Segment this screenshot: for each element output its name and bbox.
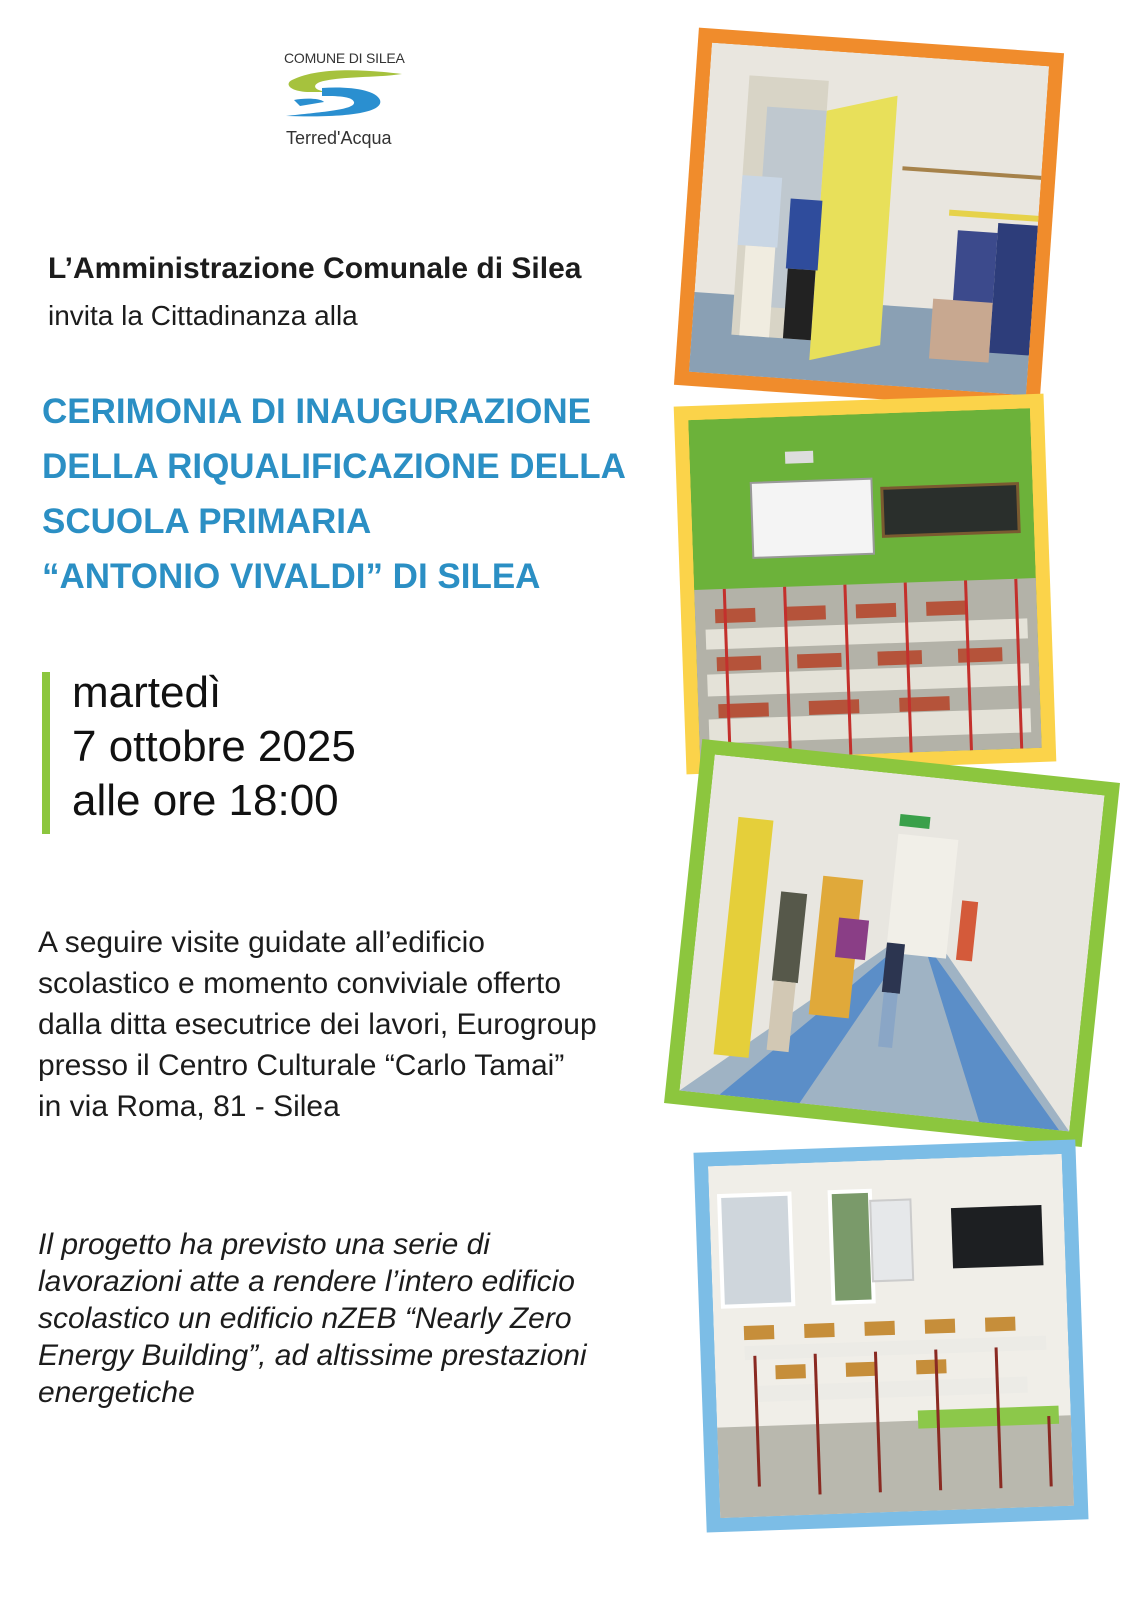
project-line: scolastico un edificio nZEB “Nearly Zero (38, 1302, 572, 1335)
event-time: alle ore 18:00 (72, 776, 339, 825)
title-line: CERIMONIA DI INAUGURAZIONE (42, 392, 591, 431)
logo-bottom-text: Terred'Acqua (286, 128, 392, 148)
followup-line: A seguire visite guidate all’edificio (38, 926, 485, 959)
logo-top-text: COMUNE DI SILEA (284, 50, 405, 66)
project-paragraph (38, 1226, 698, 1411)
project-line: Energy Building”, ad altissime prestazioni (38, 1339, 587, 1372)
followup-paragraph (38, 922, 718, 1127)
intro-invitation: invita la Cittadinanza alla (48, 300, 358, 331)
photo-classroom-desks (693, 1139, 1088, 1532)
comune-di-silea-logo (280, 44, 420, 154)
photo-classroom-green (674, 394, 1057, 775)
project-line: Il progetto ha previsto una serie di (38, 1228, 490, 1261)
followup-line: in via Roma, 81 - Silea (38, 1090, 340, 1123)
title-line: DELLA RIQUALIFICAZIONE DELLA (42, 447, 626, 486)
photo-classroom-door (674, 28, 1064, 411)
date-accent-bar (42, 672, 50, 834)
project-line: lavorazioni atte a rendere l’intero edificio (38, 1265, 575, 1298)
project-line: energetiche (38, 1376, 195, 1409)
followup-line: scolastico e momento conviviale offerto (38, 967, 562, 1000)
intro-organizer: L’Amministrazione Comunale di Silea (48, 252, 582, 285)
followup-line: dalla ditta esecutrice dei lavori, Eurogroup (38, 1008, 597, 1041)
title-line: “ANTONIO VIVALDI” DI SILEA (42, 557, 541, 596)
photo-corridor (664, 739, 1120, 1147)
title-line: SCUOLA PRIMARIA (42, 502, 372, 541)
logo-mark-icon (280, 66, 410, 126)
followup-line: presso il Centro Culturale “Carlo Tamai” (38, 1049, 565, 1082)
event-title (42, 384, 682, 604)
event-day: martedì (72, 668, 222, 717)
event-date (72, 666, 356, 828)
event-full-date: 7 ottobre 2025 (72, 722, 356, 771)
